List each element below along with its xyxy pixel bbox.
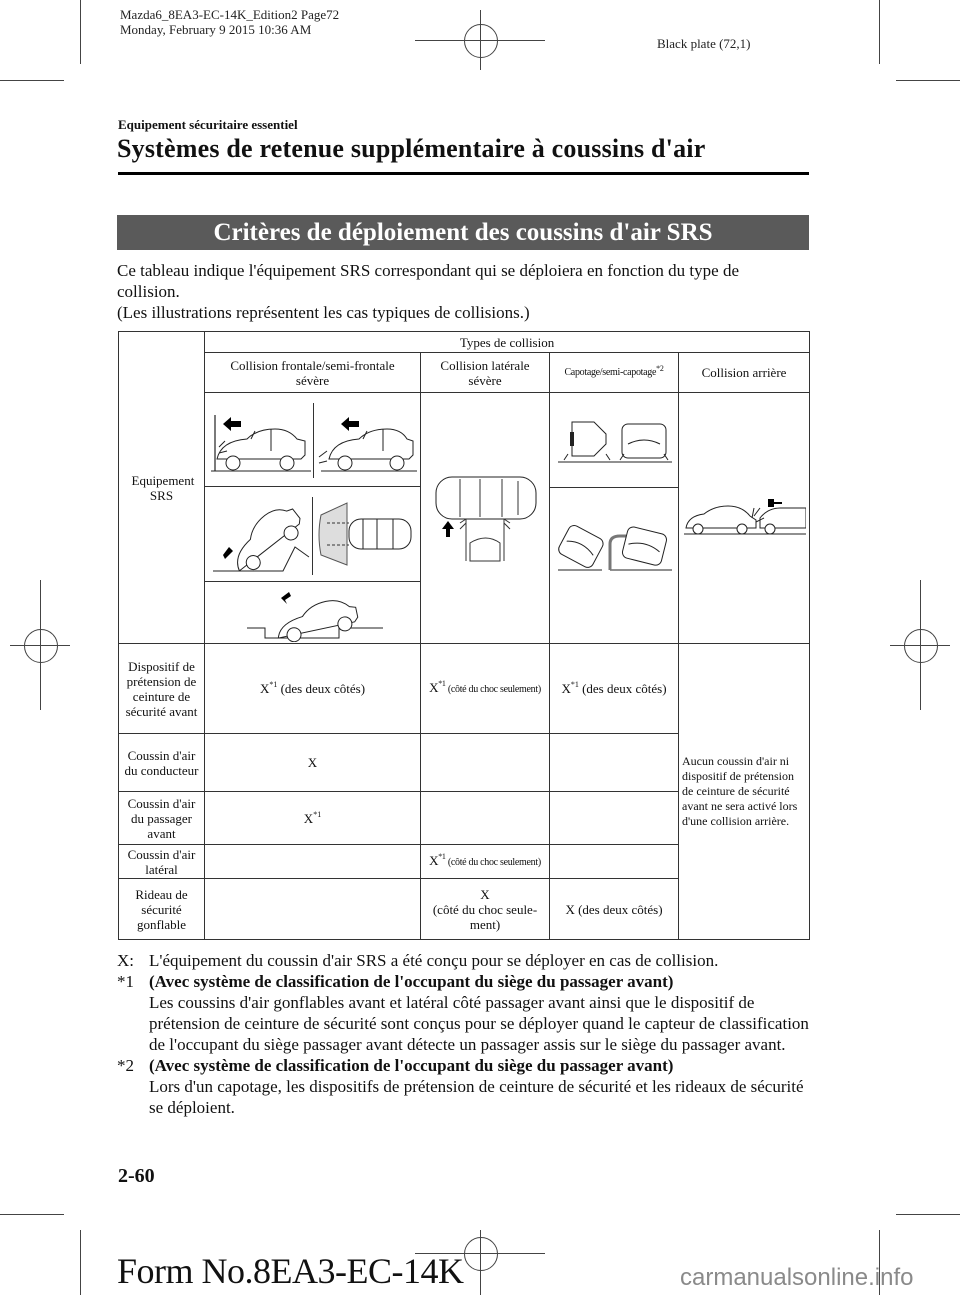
intro-line: (Les illustrations représentent les cas typiques de collisions.) bbox=[117, 303, 530, 322]
cell-frontal bbox=[205, 845, 421, 879]
rollover-side-views-icon bbox=[556, 414, 674, 466]
cell-rollover: $X^{*1}$ (des deux côtés) bbox=[550, 644, 679, 734]
lateral-illustration bbox=[421, 393, 550, 644]
cell-frontal: $X^{*1}$ bbox=[205, 792, 421, 845]
print-file-line: Mazda6_8EA3-EC-14K_Edition2 Page72 bbox=[120, 7, 340, 22]
crop-mark bbox=[0, 1214, 64, 1215]
side-impact-top-view-icon bbox=[430, 473, 540, 563]
row-label: Rideau de sécurité gonflable bbox=[119, 879, 205, 940]
frontal-underride-crash-icon bbox=[245, 586, 385, 642]
column-header-lateral: Collision latérale sévère bbox=[421, 353, 550, 393]
form-number: Form No.8EA3-EC-14K bbox=[117, 1251, 464, 1291]
rear-end-crash-icon bbox=[682, 498, 806, 538]
row-label: Coussin d'air latéral bbox=[119, 845, 205, 879]
cell-lateral: $X^{*1}$ (côté du choc seulement) bbox=[421, 644, 550, 734]
frontal-illustrations bbox=[205, 393, 421, 644]
row-label: Coussin d'air du passager avant bbox=[119, 792, 205, 845]
row-label: Dispositif de prétension de ceinture de sécurité avant bbox=[119, 644, 205, 734]
title-rule bbox=[118, 172, 809, 175]
collision-types-header: Types de collision bbox=[205, 332, 810, 353]
footnote-text: Les coussins d'air gonflables avant et latéral côté passager avant ainsi que le dispositif de prétension de ceinture de sécurité sont conçus pour se déployer quand le capteur de classification de l'occupant du siège passager avant détecte un passager assis sur le siège du passager avant. bbox=[149, 993, 809, 1054]
print-date-line: Monday, February 9 2015 10:36 AM bbox=[120, 22, 312, 37]
registration-circle bbox=[464, 1237, 498, 1271]
crop-mark bbox=[896, 80, 960, 81]
footnote-heading: (Avec système de classification de l'occupant du siège du passager avant) bbox=[149, 1056, 674, 1075]
footnotes bbox=[117, 950, 817, 1118]
section-label: Equipement sécuritaire essentiel bbox=[118, 117, 298, 132]
crop-mark bbox=[80, 0, 81, 64]
column-header-rollover: Capotage/semi-capotage$^{*2}$ bbox=[550, 353, 679, 393]
cell-rollover: X (des deux côtés) bbox=[550, 879, 679, 940]
footnote-1: *1 (Avec système de classification de l'occupant du siège du passager avant) Les coussins d'air gonflables avant et latéral côté passager avant ainsi que le dispositif de prétension de ceinture de sécurité sont conçus pour se déployer quand le capteur de classification de l'occupant du siège passager avant détecte un passager assis sur le siège du passager avant. bbox=[117, 971, 817, 1055]
column-header-rear: Collision arrière bbox=[679, 353, 810, 393]
crop-mark bbox=[879, 0, 880, 64]
column-header-frontal: Collision frontale/semi-frontale sévère bbox=[205, 353, 421, 393]
footnote-2: *2 (Avec système de classification de l'occupant du siège du passager avant) Lors d'un capotage, les dispositifs de prétension de ceinture de sécurité et les rideaux de sécurité se déploient. bbox=[117, 1055, 817, 1118]
frontal-angle-zone-icon bbox=[317, 493, 417, 575]
row-header-label: Equipement SRS bbox=[119, 332, 205, 644]
footnote-heading: (Avec système de classification de l'occupant du siège du passager avant) bbox=[149, 972, 674, 991]
banner-title: Critères de déploiement des coussins d'air SRS bbox=[213, 219, 713, 246]
srs-deployment-table bbox=[118, 331, 810, 940]
page-title: Systèmes de retenue supplémentaire à coussins d'air bbox=[117, 134, 706, 163]
intro-line: Ce tableau indique l'équipement SRS correspondant qui se déploiera en fonction du type de bbox=[117, 261, 739, 280]
registration-circle bbox=[904, 629, 938, 663]
section-banner bbox=[117, 215, 809, 250]
cell-frontal: X bbox=[205, 734, 421, 792]
cell-rollover bbox=[550, 792, 679, 845]
watermark: carmanualsonline.info bbox=[680, 1264, 914, 1291]
page-number: 2-60 bbox=[118, 1165, 155, 1187]
cell-rollover bbox=[550, 845, 679, 879]
cell-lateral bbox=[421, 792, 550, 845]
cell-lateral: X (côté du choc seule- ment) bbox=[421, 879, 550, 940]
registration-circle bbox=[24, 629, 58, 663]
semi-rollover-views-icon bbox=[556, 508, 674, 574]
footnote-x: X: L'équipement du coussin d'air SRS a été conçu pour se déployer en cas de collision. bbox=[117, 951, 719, 970]
frontal-ditch-crash-icon bbox=[211, 495, 311, 575]
row-label: Coussin d'air du conducteur bbox=[119, 734, 205, 792]
plate-label: Black plate (72,1) bbox=[657, 36, 751, 51]
intro-text bbox=[117, 260, 817, 323]
rollover-illustrations bbox=[550, 393, 679, 644]
rear-collision-note: Aucun coussin d'air ni dispositif de prétension de ceinture de sécurité avant ne sera activé lors d'une collision arrière. bbox=[679, 644, 810, 940]
table-row bbox=[119, 644, 810, 734]
crop-mark bbox=[0, 80, 64, 81]
rear-illustration bbox=[679, 393, 810, 644]
cell-rollover bbox=[550, 734, 679, 792]
crop-mark bbox=[896, 1214, 960, 1215]
footnote-text: Lors d'un capotage, les dispositifs de prétension de ceinture de sécurité et les rideaux de sécurité se déploient. bbox=[149, 1077, 804, 1117]
frontal-wall-crash-icon bbox=[211, 407, 311, 477]
cell-frontal bbox=[205, 879, 421, 940]
cell-frontal: $X^{*1}$ (des deux côtés) bbox=[205, 644, 421, 734]
frontal-offset-crash-icon bbox=[317, 407, 417, 477]
cell-lateral: $X^{*1}$ (côté du choc seulement) bbox=[421, 845, 550, 879]
intro-line: collision. bbox=[117, 282, 180, 301]
crop-mark bbox=[80, 1230, 81, 1295]
print-meta bbox=[120, 7, 339, 37]
cell-lateral bbox=[421, 734, 550, 792]
registration-circle bbox=[464, 24, 498, 58]
